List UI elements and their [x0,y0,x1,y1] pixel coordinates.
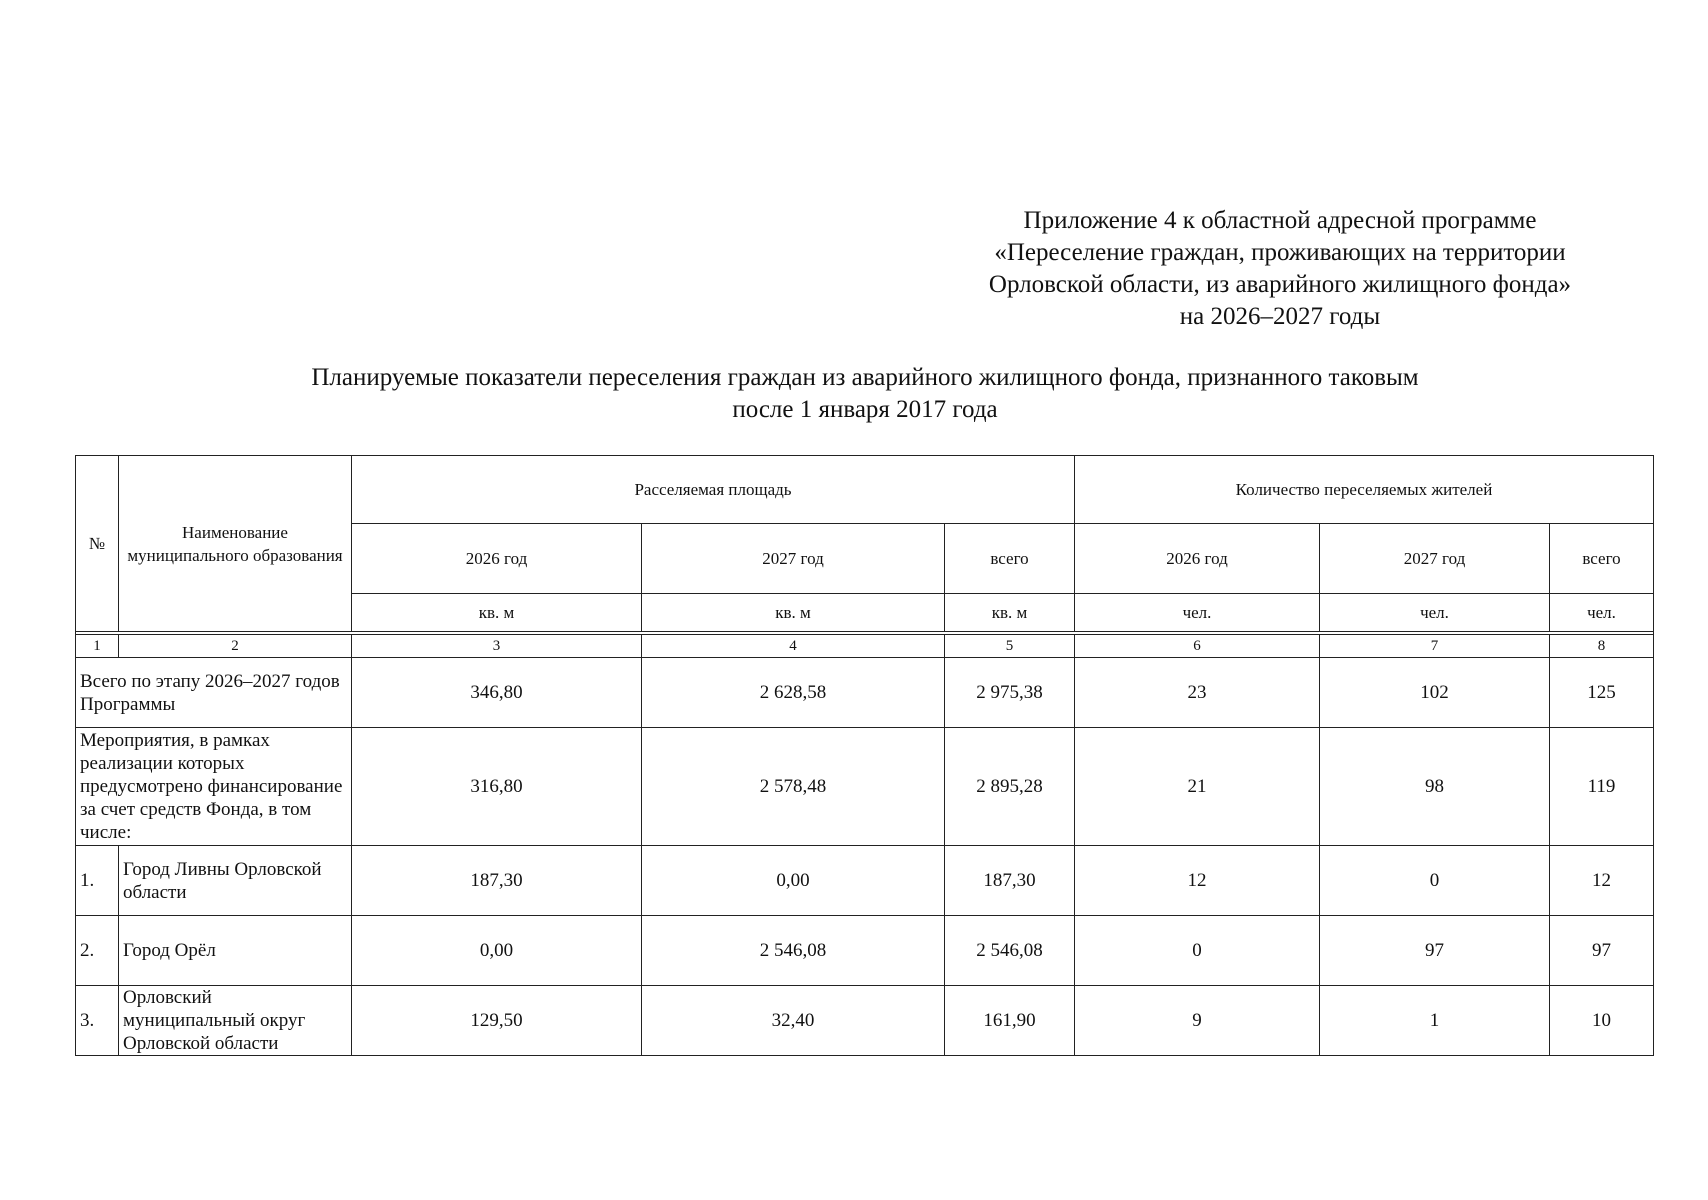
table-row [76,986,1654,1056]
header-area-2026: 2026 год [352,524,642,594]
column-index: 4 [642,635,945,658]
area-total-cell: 161,90 [945,986,1075,1056]
header-number: № [76,456,119,632]
table-row [76,846,1654,916]
unit-people: чел. [1075,594,1320,632]
area-2026-cell: 346,80 [352,658,642,728]
area-2027-cell: 2 628,58 [642,658,945,728]
column-index: 7 [1320,635,1550,658]
appendix-line-2: «Переселение граждан, проживающих на территории [994,239,1566,266]
header-people-total: всего [1550,524,1654,594]
people-total-cell: 97 [1550,916,1654,986]
appendix-line-4: на 2026–2027 годы [1179,303,1381,330]
municipality-name: Город Орёл [119,916,352,986]
title-line-2: после 1 января 2017 года [732,396,998,423]
summary-label: Всего по этапу 2026–2027 годов Программы [76,658,352,728]
title-line-1: Планируемые показатели переселения граждан из аварийного жилищного фонда, признанного таковым [311,364,1419,391]
area-total-cell: 2 546,08 [945,916,1075,986]
people-2027-cell: 98 [1320,728,1550,846]
table-row [76,916,1654,986]
area-2026-cell: 316,80 [352,728,642,846]
municipality-name: Орловский муниципальный округ Орловской области [119,986,352,1056]
area-total-cell: 2 975,38 [945,658,1075,728]
row-number: 1. [76,846,119,916]
document-title [0,362,1708,426]
people-2026-cell: 23 [1075,658,1320,728]
appendix-line-1: Приложение 4 к областной адресной программе [1023,207,1537,234]
area-2026-cell: 129,50 [352,986,642,1056]
header-area-group: Расселяемая площадь [352,456,1075,524]
resettlement-table [75,455,1654,1056]
header-people-2026: 2026 год [1075,524,1320,594]
row-number: 2. [76,916,119,986]
column-index: 3 [352,635,642,658]
column-index: 8 [1550,635,1654,658]
column-index: 2 [119,635,352,658]
people-total-cell: 125 [1550,658,1654,728]
summary-label: Мероприятия, в рамках реализации которых предусмотрено финансирование за счет средств Фонда, в том числе: [76,728,352,846]
people-2026-cell: 9 [1075,986,1320,1056]
people-2026-cell: 12 [1075,846,1320,916]
appendix-line-3: Орловской области, из аварийного жилищного фонда» [988,271,1572,298]
area-2027-cell: 0,00 [642,846,945,916]
row-number: 3. [76,986,119,1056]
unit-people: чел. [1550,594,1654,632]
people-2027-cell: 97 [1320,916,1550,986]
header-people-group: Количество переселяемых жителей [1075,456,1654,524]
municipality-name: Город Ливны Орловской области [119,846,352,916]
area-total-cell: 2 895,28 [945,728,1075,846]
column-index-row [76,635,1654,658]
header-area-2027: 2027 год [642,524,945,594]
header-people-2027: 2027 год [1320,524,1550,594]
area-2026-cell: 0,00 [352,916,642,986]
area-2027-cell: 2 578,48 [642,728,945,846]
area-2027-cell: 32,40 [642,986,945,1056]
people-total-cell: 10 [1550,986,1654,1056]
unit-area: кв. м [352,594,642,632]
area-total-cell: 187,30 [945,846,1075,916]
people-2027-cell: 1 [1320,986,1550,1056]
people-total-cell: 12 [1550,846,1654,916]
unit-area: кв. м [945,594,1075,632]
summary-row-fund [76,728,1654,846]
people-2026-cell: 0 [1075,916,1320,986]
people-2027-cell: 102 [1320,658,1550,728]
people-total-cell: 119 [1550,728,1654,846]
people-2026-cell: 21 [1075,728,1320,846]
appendix-header [900,205,1660,333]
column-index: 1 [76,635,119,658]
summary-row-total [76,658,1654,728]
people-2027-cell: 0 [1320,846,1550,916]
unit-people: чел. [1320,594,1550,632]
column-index: 6 [1075,635,1320,658]
header-area-total: всего [945,524,1075,594]
column-index: 5 [945,635,1075,658]
unit-area: кв. м [642,594,945,632]
area-2026-cell: 187,30 [352,846,642,916]
area-2027-cell: 2 546,08 [642,916,945,986]
header-municipality: Наименование муниципального образования [119,456,352,632]
